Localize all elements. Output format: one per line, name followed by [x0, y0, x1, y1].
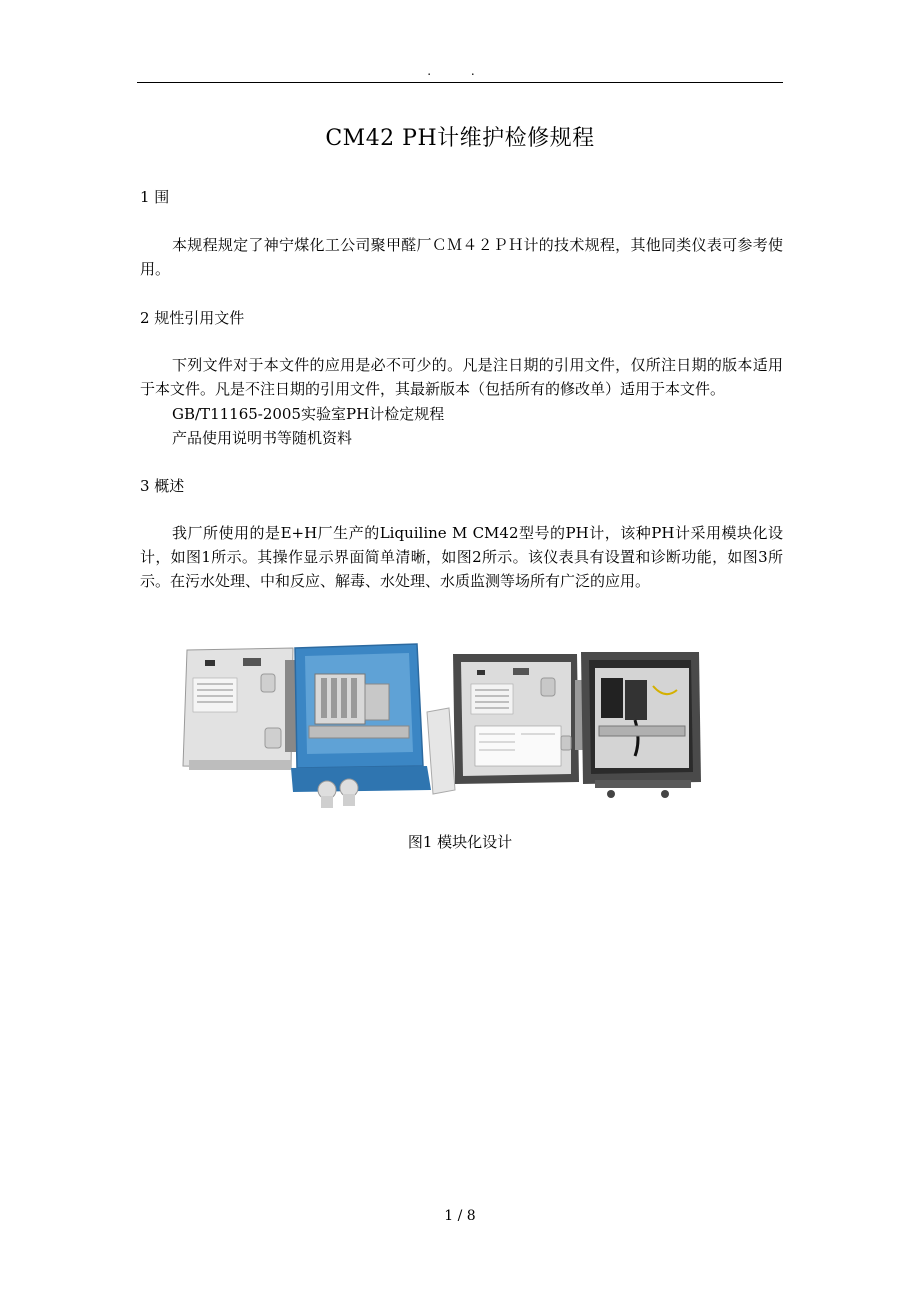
section-2-text: 下列文件对于本文件的应用是必不可少的。凡是注日期的引用文件，仅所注日期的版本适用于本文件。凡是不注日期的引用文件，其最新版本（包括所有的修改单）适用于本文件。 — [140, 356, 783, 398]
figure-caption: 图1 模块化设计 — [407, 833, 513, 851]
right-unit-enclosure — [575, 652, 701, 798]
section-3-paragraph — [140, 521, 783, 593]
section-1-paragraph — [140, 233, 783, 281]
page-number: 1 / 8 — [444, 1208, 476, 1224]
section-2-heading: 2 规性引用文件 — [140, 309, 245, 327]
reference-item-2: 产品使用说明书等随机资料 — [172, 429, 353, 447]
modular-design-figure — [165, 640, 705, 815]
left-unit-lid — [183, 648, 293, 770]
header-rule — [137, 82, 783, 83]
left-unit-enclosure — [285, 644, 455, 808]
section-2-paragraph — [140, 353, 783, 401]
header-dots: . . — [427, 64, 493, 78]
section-3-heading: 3 概述 — [140, 477, 185, 495]
section-1-text: 本规程规定了神宁煤化工公司聚甲醛厂ＣＭ４２ＰＨ计的技术规程，其他同类仪表可参考使用。 — [140, 236, 783, 278]
section-1-heading: 1 围 — [140, 188, 170, 206]
reference-item-1: GB/T11165-2005实验室PH计检定规程 — [172, 405, 445, 423]
section-3-text: 我厂所使用的是E+H厂生产的Liquiline M CM42型号的PH计，该种PH计采用模块化设计，如图1所示。其操作显示界面简单清晰，如图2所示。该仪表具有设置和诊断功能，如图3所示。在污水处理、中和反应、解毒、水处理、水质监测等场所有广泛的应用。 — [140, 524, 783, 590]
right-unit-lid — [453, 654, 579, 784]
document-title: CM42 PH计维护检修规程 — [325, 126, 595, 151]
